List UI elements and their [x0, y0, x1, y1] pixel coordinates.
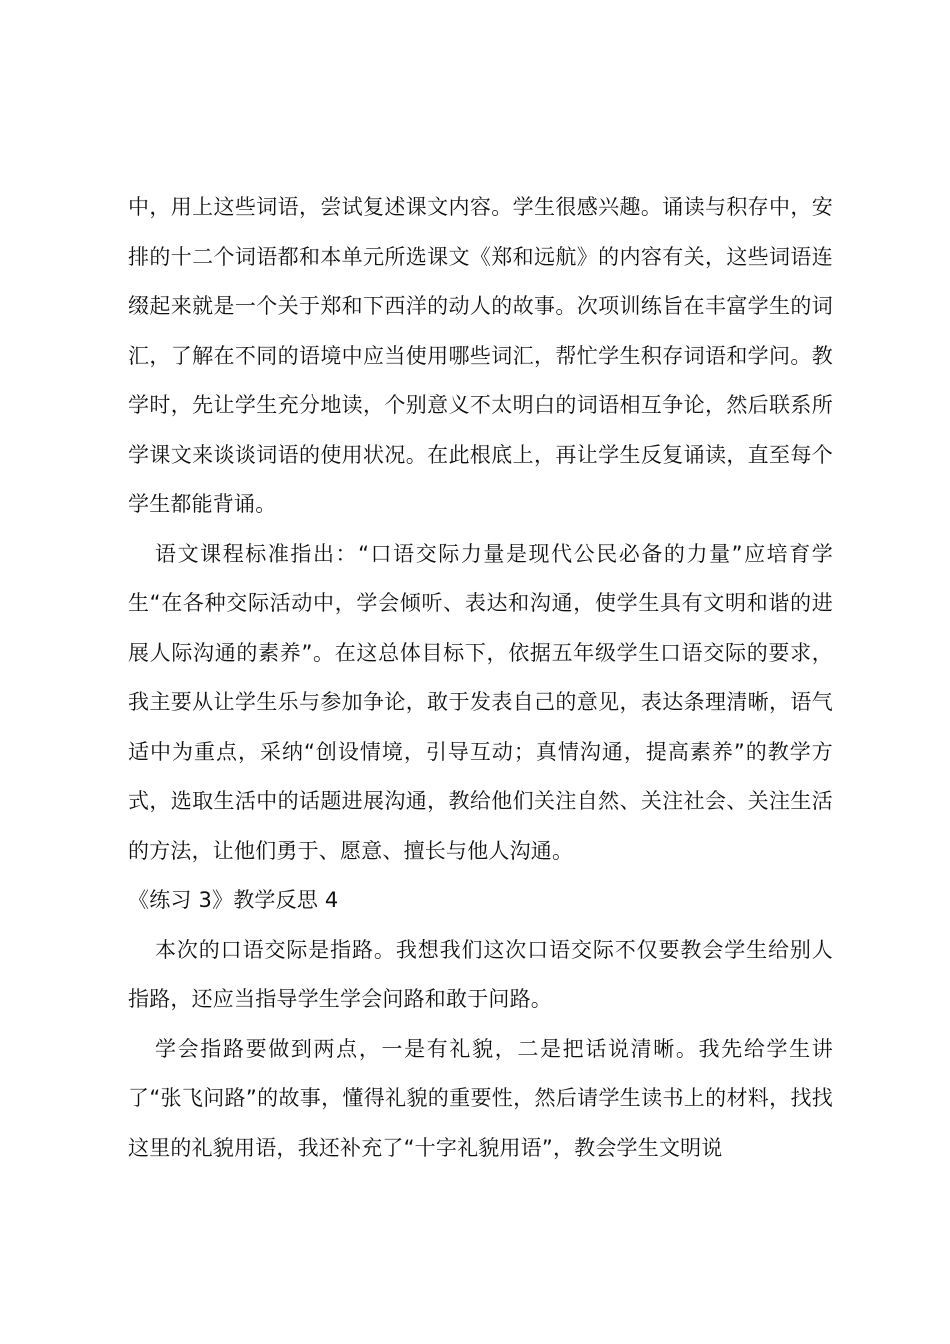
paragraph-directions-intro: 本次的口语交际是指路。我想我们这次口语交际不仅要教会学生给别人指路，还应当指导学生学会问路和敢于问路。 — [128, 937, 833, 1011]
paragraph-continued: 中，用上这些词语，尝试复述课文内容。学生很感兴趣。诵读与积存中，安排的十二个词语都和本单元所选课文《郑和远航》的内容有关，这些词语连缀起来就是一个关于郑和下西洋的动人的故事。次项训练旨在丰富学生的词汇，了解在不同的语境中应当使用哪些词汇，帮忙学生积存词语和学问。教学时，先让学生充分地读，个别意义不太明白的词语相互争论，然后联系所学课文来谈谈词语的使用状况。在此根底上，再让学生反复诵读，直至每个学生都能背诵。 — [128, 195, 833, 516]
section-heading: 《练习 3》教学反思 4 — [128, 888, 339, 912]
document-body — [128, 183, 833, 1173]
paragraph-directions-politeness: 学会指路要做到两点，一是有礼貌，二是把话说清晰。我先给学生讲了“张飞问路”的故事，懂得礼貌的重要性，然后请学生读书上的材料，找找这里的礼貌用语，我还补充了“十字礼貌用语”，教会学生文明说 — [128, 1036, 833, 1160]
paragraph-curriculum-standard: 语文课程标准指出：“口语交际力量是现代公民必备的力量”应培育学生“在各种交际活动中，学会倾听、表达和沟通，使学生具有文明和谐的进展人际沟通的素养”。在这总体目标下，依据五年级学生口语交际的要求，我主要从让学生乐与参加争论，敢于发表自己的意见，表达条理清晰，语气适中为重点，采纳“创设情境，引导互动；真情沟通，提高素养”的教学方式，选取生活中的话题进展沟通，教给他们关注自然、关注社会、关注生活的方法，让他们勇于、愿意、擅长与他人沟通。 — [128, 541, 833, 863]
